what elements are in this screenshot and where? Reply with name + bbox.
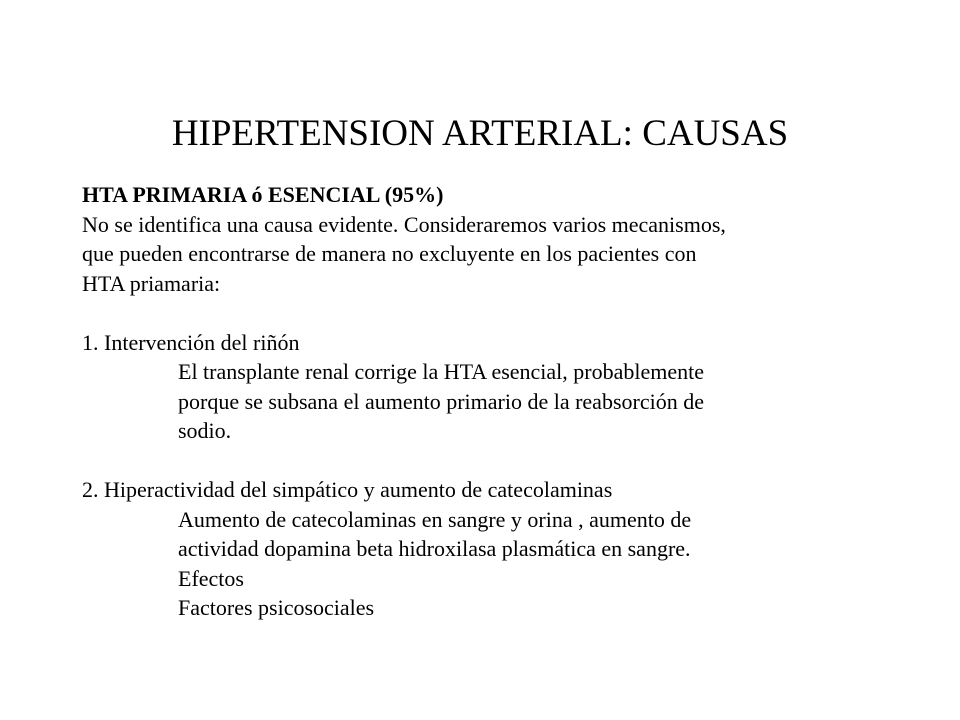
section-line: porque se subsana el aumento primario de la reabsorción de: [178, 388, 704, 414]
section-line: actividad dopamina beta hidroxilasa plasmática en sangre.: [178, 536, 691, 561]
section-line: El transplante renal corrige la HTA esencial, probablemente: [178, 359, 705, 384]
slide-title: HIPERTENSION ARTERIAL: CAUSAS: [171, 113, 789, 154]
section-line: Factores psicosociales: [178, 595, 375, 620]
section-line: sodio.: [178, 418, 232, 443]
spacer: [82, 446, 882, 476]
section-line: Aumento de catecolaminas en sangre y orina , aumento de: [178, 506, 692, 532]
section-line: Efectos: [178, 565, 244, 591]
slide-body: [82, 180, 882, 623]
section-heading-sympathetic: 2. Hiperactividad del simpático y aumento de catecolaminas: [82, 477, 613, 502]
intro-line: No se identifica una causa evidente. Consideraremos varios mecanismos,: [82, 211, 726, 237]
intro-line: HTA priamaria:: [82, 270, 221, 296]
spacer: [82, 298, 882, 328]
section-heading-primary: HTA PRIMARIA ó ESENCIAL (95%): [82, 182, 444, 207]
intro-line: que pueden encontrarse de manera no excluyente en los pacientes con: [82, 241, 697, 266]
section-heading-kidney: 1. Intervención del riñón: [82, 329, 300, 355]
